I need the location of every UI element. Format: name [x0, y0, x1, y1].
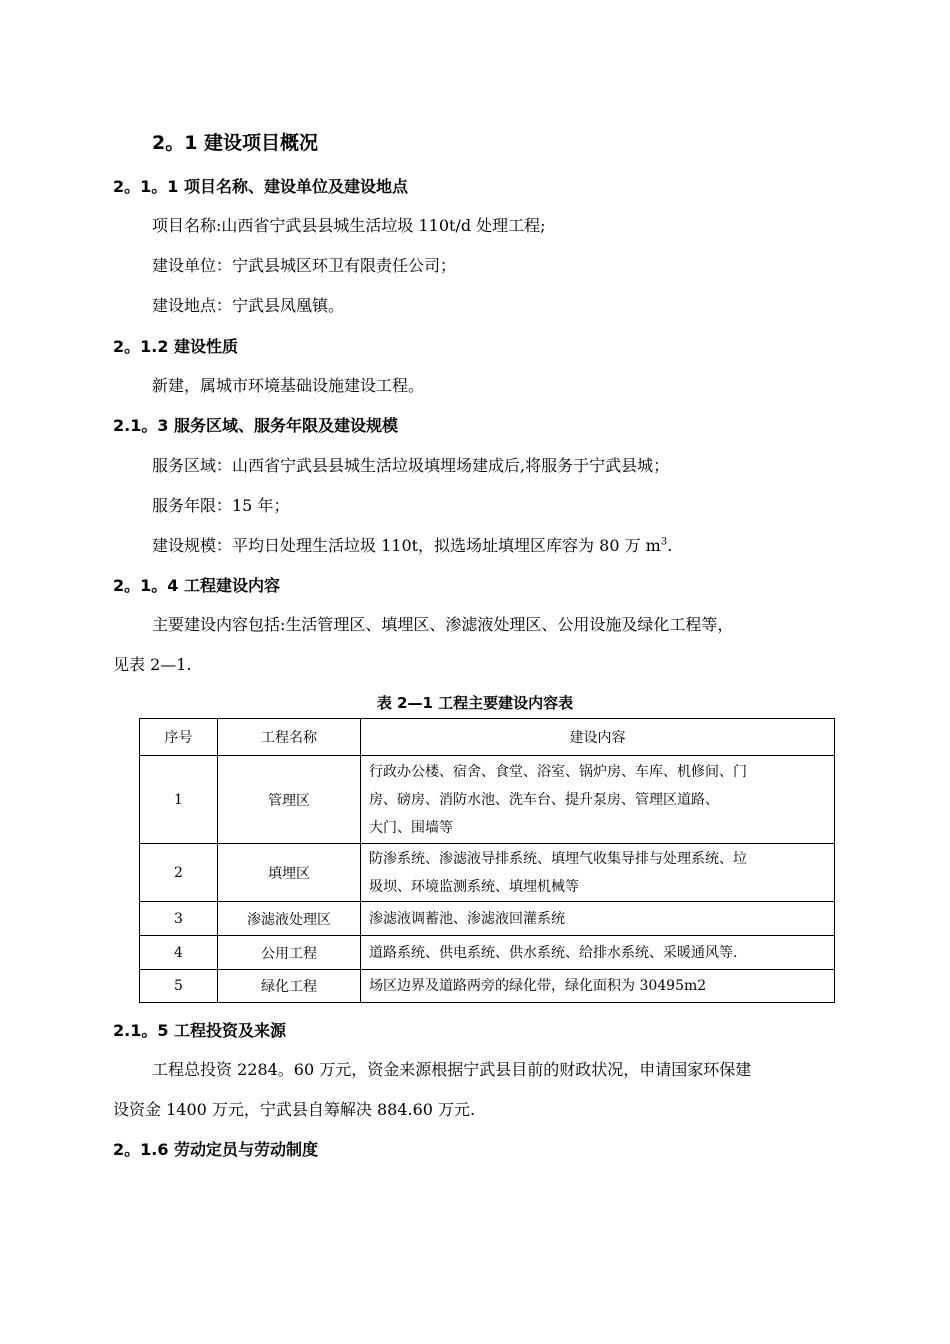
- scale-text: [152, 533, 672, 556]
- location-text: 建设地点：宁武县凤凰镇。: [152, 296, 345, 315]
- row-name: 管理区: [218, 756, 361, 844]
- content-line: 大门、围墙等: [369, 819, 453, 836]
- content-line: 圾坝、环境监测系统、填埋机械等: [369, 878, 579, 895]
- content-line: 道路系统、供电系统、供水系统、给排水系统、采暖通风等.: [369, 944, 738, 961]
- content-text-line1: 主要建设内容包括:生活管理区、填埋区、渗滤液处理区、公用设施及绿化工程等，: [152, 615, 734, 634]
- content-line: 行政办公楼、宿舍、食堂、浴室、锅炉房、车库、机修间、门: [369, 763, 747, 780]
- scale-superscript: 3: [660, 536, 668, 548]
- header-content: 建设内容: [361, 719, 835, 756]
- table-row: [140, 844, 835, 902]
- table-row: [140, 936, 835, 970]
- header-no: 序号: [140, 719, 218, 756]
- construction-table: [139, 718, 835, 1003]
- table-row: [140, 756, 835, 844]
- table-header-row: [140, 719, 835, 756]
- content-line: 房、磅房、消防水池、洗车台、提升泵房、管理区道路、: [369, 791, 719, 808]
- scale-main: 建设规模：平均日处理生活垃圾 110t，拟选场址填埋区库容为 80 万 m: [152, 536, 661, 555]
- heading-project-info: 2。1。1 项目名称、建设单位及建设地点: [113, 177, 408, 196]
- content-line: 渗滤液调蓄池、渗滤液回灌系统: [369, 910, 565, 927]
- content-line: 场区边界及道路两旁的绿化带，绿化面积为 30495m2: [369, 978, 707, 994]
- builder-text: 建设单位：宁武县城区环卫有限责任公司；: [152, 256, 457, 275]
- row-content: [361, 844, 835, 902]
- content-text-line2: 见表 2—1.: [113, 655, 192, 674]
- heading-nature: 2。1.2 建设性质: [113, 337, 239, 356]
- row-no: 2: [140, 844, 218, 902]
- service-area-text: 服务区域：山西省宁武县县城生活垃圾填埋场建成后,将服务于宁武县城；: [152, 456, 670, 475]
- table-caption: 表 2—1 工程主要建设内容表: [376, 694, 574, 712]
- row-content: [361, 936, 835, 970]
- row-name: 填埋区: [218, 844, 361, 902]
- heading-service: 2.1。3 服务区域、服务年限及建设规模: [113, 416, 399, 435]
- heading-content: 2。1。4 工程建设内容: [113, 576, 280, 595]
- content-line: 防渗系统、渗滤液导排系统、填埋气收集导排与处理系统、垃: [369, 850, 747, 867]
- nature-text: 新建，属城市环境基础设施建设工程。: [152, 376, 425, 395]
- row-name: 渗滤液处理区: [218, 902, 361, 936]
- table-row: [140, 902, 835, 936]
- row-name: 公用工程: [218, 936, 361, 970]
- scale-end: .: [667, 536, 673, 555]
- row-no: 4: [140, 936, 218, 970]
- row-name: 绿化工程: [218, 970, 361, 1003]
- row-no: 3: [140, 902, 218, 936]
- section-title: 2。1 建设项目概况: [152, 132, 319, 154]
- investment-line2: 设资金 1400 万元，宁武县自筹解决 884.60 万元.: [113, 1100, 476, 1119]
- row-no: 1: [140, 756, 218, 844]
- service-years-text: 服务年限：15 年；: [152, 496, 290, 515]
- row-content: [361, 902, 835, 936]
- row-content: [361, 970, 835, 1003]
- row-no: 5: [140, 970, 218, 1003]
- investment-line1: 工程总投资 2284。60 万元，资金来源根据宁武县目前的财政状况，申请国家环保建: [152, 1060, 752, 1079]
- heading-investment: 2.1。5 工程投资及来源: [113, 1021, 287, 1040]
- header-name: 工程名称: [218, 719, 361, 756]
- table-row: [140, 970, 835, 1003]
- heading-labor: 2。1.6 劳动定员与劳动制度: [113, 1140, 319, 1159]
- project-name-text: 项目名称:山西省宁武县县城生活垃圾 110t/d 处理工程;: [152, 216, 546, 235]
- row-content: [361, 756, 835, 844]
